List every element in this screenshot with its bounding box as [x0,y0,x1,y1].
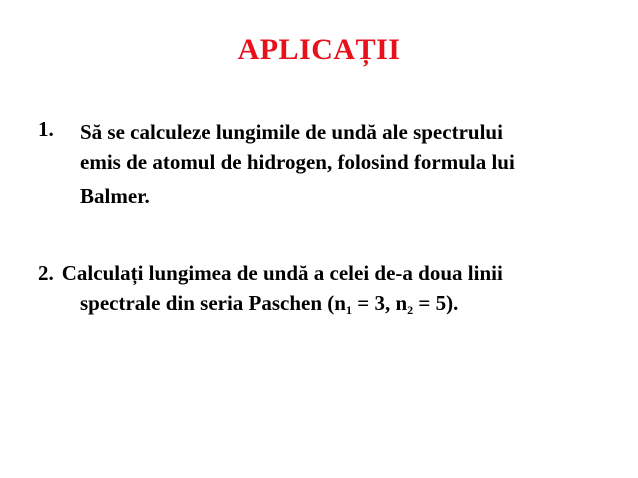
text-segment: = 5). [413,291,459,315]
list-item-number: 1. [38,117,54,141]
subscript: 2 [407,303,414,317]
slide-title: APLICAȚII [237,33,401,66]
text-segment: = 3, n [351,291,408,315]
text-segment: spectrale din seria Paschen (n [80,291,346,315]
text-line: Balmer. [80,184,150,208]
list-item-text [80,117,618,211]
subscript: 1 [345,303,352,317]
text-line [80,288,618,318]
list-item-1 [38,117,618,211]
list-item-2 [38,258,618,318]
text-line: Să se calculeze lungimile de undă ale spectrului [80,120,503,144]
text-line: emis de atomul de hidrogen, folosind formula lui [80,150,515,174]
text-line [38,258,618,288]
text-segment: Calculați lungimea de undă a celei de-a doua linii [61,261,503,285]
list-item-number: 2. [38,261,54,285]
